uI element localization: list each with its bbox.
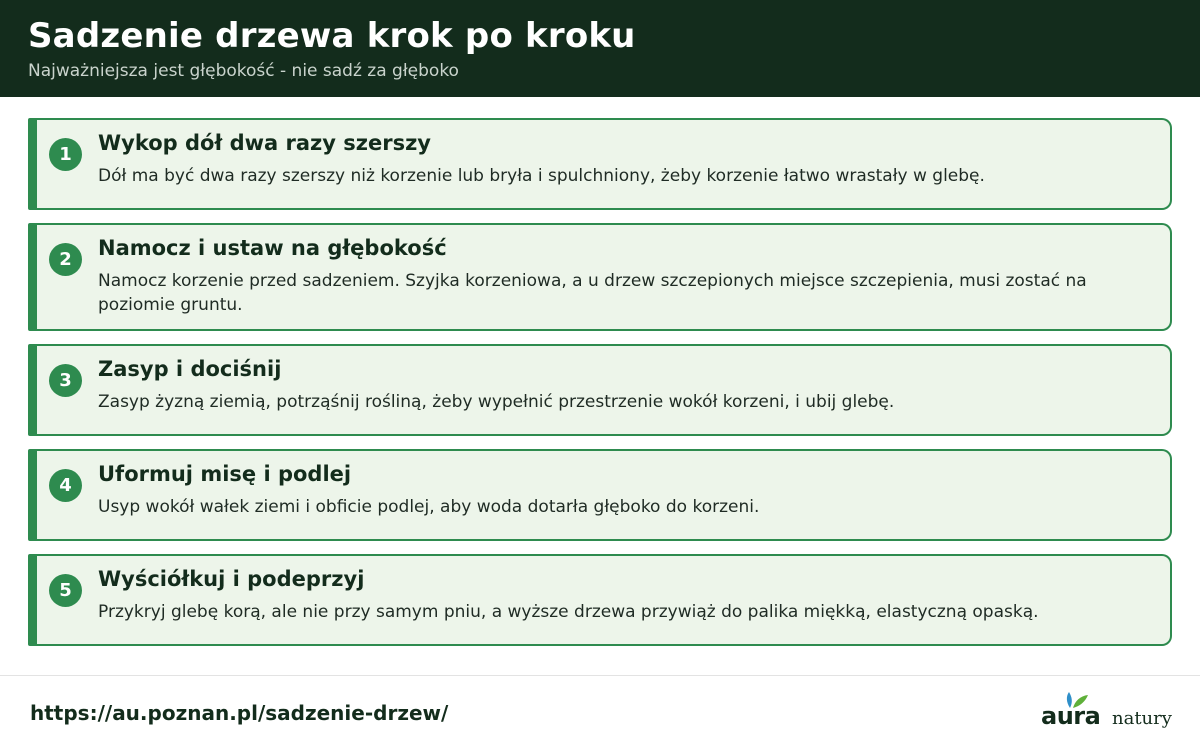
step-number-badge: 1 — [49, 138, 82, 171]
step-title: Zasyp i dociśnij — [98, 357, 282, 381]
footer-divider — [0, 675, 1200, 676]
page-title: Sadzenie drzewa krok po kroku — [28, 16, 636, 56]
page-subtitle: Najważniejsza jest głębokość - nie sadź za głęboko — [28, 61, 459, 81]
brand-logo — [1040, 688, 1180, 736]
step-description: Usyp wokół wałek ziemi i obficie podlej, aby woda dotarła głęboko do korzeni. — [98, 497, 760, 517]
step-number-badge: 5 — [49, 574, 82, 607]
step-card-4 — [28, 449, 1172, 541]
step-card-3 — [28, 344, 1172, 436]
step-number-badge: 2 — [49, 243, 82, 276]
step-description: Dół ma być dwa razy szerszy niż korzenie lub bryła i spulchniony, żeby korzenie łatwo wrastały w glebę. — [98, 166, 985, 186]
step-title: Namocz i ustaw na głębokość — [98, 236, 447, 260]
step-description: Przykryj glebę korą, ale nie przy samym pniu, a wyższe drzewa przywiąż do palika miękką, elastyczną opaską. — [98, 602, 1039, 622]
step-number-badge: 4 — [49, 469, 82, 502]
step-number-badge: 3 — [49, 364, 82, 397]
step-description: Namocz korzenie przed sadzeniem. Szyjka korzeniowa, a u drzew szczepionych miejsce szczepienia, musi zostać na poziomie gruntu. — [98, 271, 1087, 315]
step-title: Wyściółkuj i podeprzyj — [98, 567, 365, 591]
step-card-5 — [28, 554, 1172, 646]
step-card-2 — [28, 223, 1172, 331]
step-card-1 — [28, 118, 1172, 210]
step-title: Wykop dół dwa razy szerszy — [98, 131, 431, 155]
logo-wordmark: aura — [1041, 702, 1101, 730]
logo-suffix: natury — [1112, 708, 1172, 729]
step-title: Uformuj misę i podlej — [98, 462, 352, 486]
source-link[interactable]: https://au.poznan.pl/sadzenie-drzew/ — [30, 701, 449, 725]
header-banner — [0, 0, 1200, 97]
steps-list — [28, 118, 1172, 646]
step-description: Zasyp żyzną ziemią, potrząśnij rośliną, żeby wypełnić przestrzenie wokół korzeni, i ubij glebę. — [98, 392, 895, 412]
